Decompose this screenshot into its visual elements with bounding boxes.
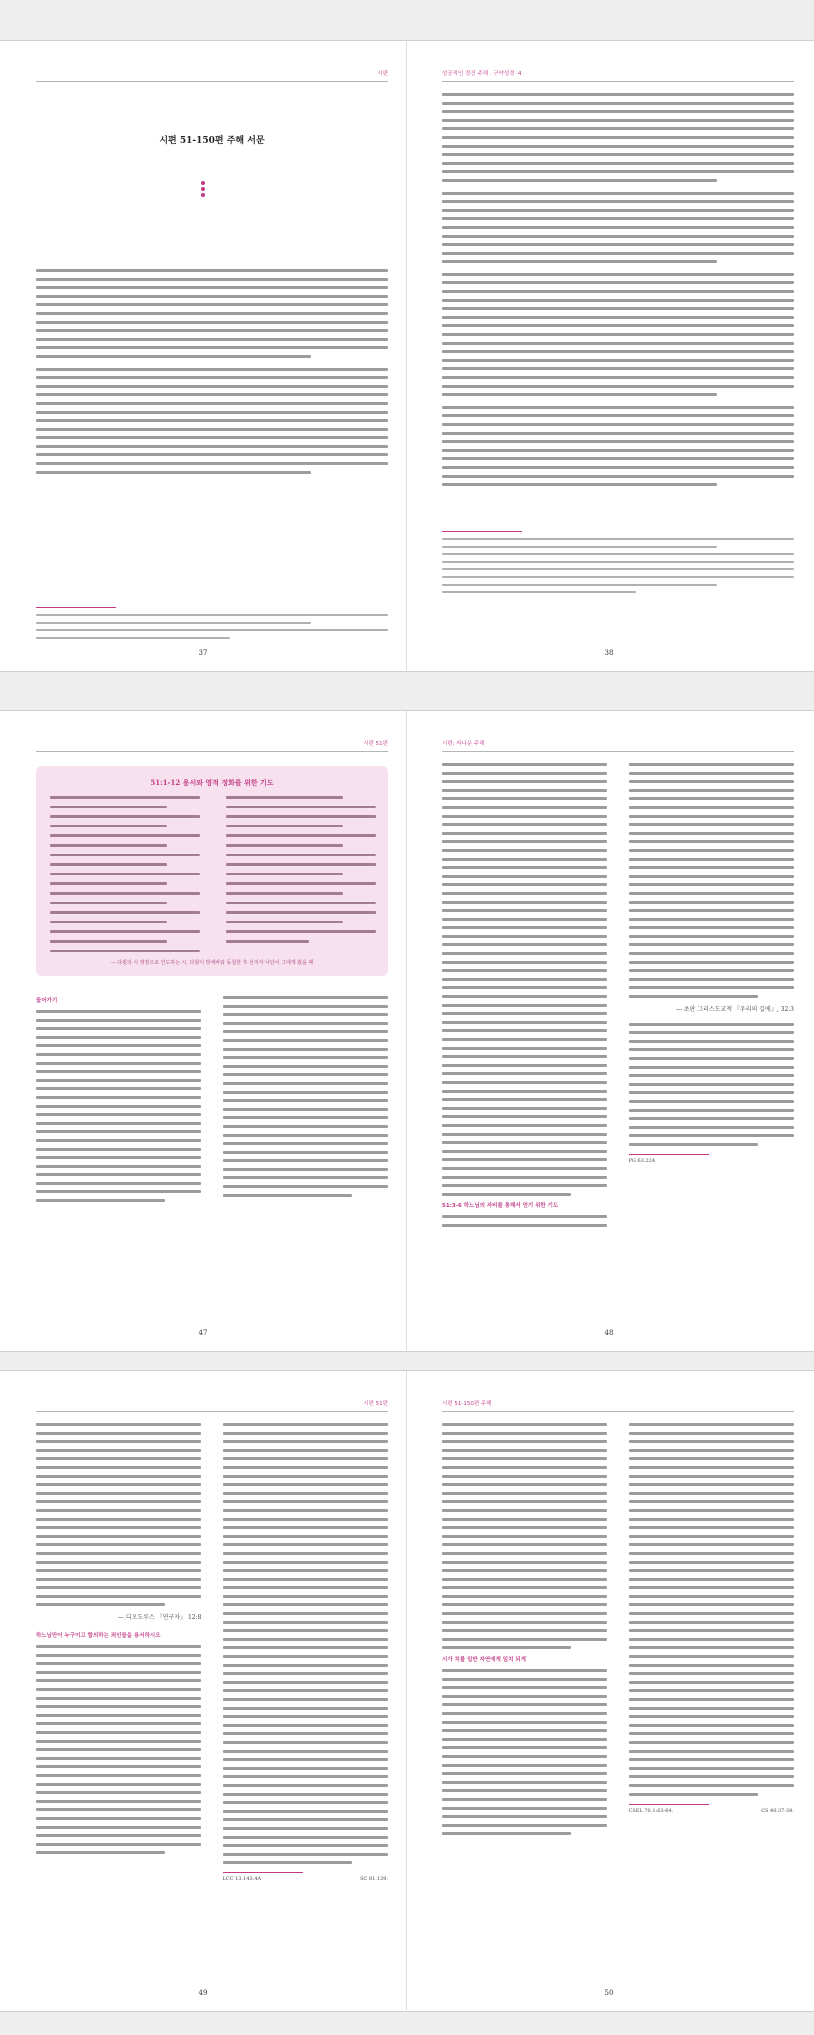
body-text-col1: [36, 1010, 201, 1202]
running-head-text: 시편 51-150편 주해: [442, 1401, 492, 1407]
footnote-a: CSEL 70.1:63-64.: [628, 1807, 674, 1814]
running-head: [442, 741, 794, 752]
running-head: [442, 1401, 794, 1412]
prayer-box-caption: — 다윗의 시 영장으로 인도하는 시, 다윗이 밧세바와 동침한 후 선지자 나단이 그에게 왔을 때: [110, 960, 314, 966]
running-head-text: 시편 51편: [363, 741, 388, 747]
quote-source: — 초판 그리스도교적 『우리의 길에』, 32.3: [675, 1005, 794, 1013]
quote-source: — 디오도루스 『연구자』 12:8: [117, 1614, 202, 1622]
page-number: 50: [604, 1989, 614, 1997]
spread-pages-47-48: [0, 710, 814, 1352]
gutter: [406, 41, 407, 671]
footnote-a: LCC 13.143.4A: [222, 1876, 261, 1883]
footnotes: [36, 607, 388, 644]
footnote-rule: [223, 1872, 303, 1873]
page-48: [414, 711, 804, 1351]
page-50: [414, 1371, 804, 2011]
section-heading: 51:3-6 하느님의 자비를 통해서 얻기 위한 기도: [442, 1203, 559, 1210]
body-text-col2: [629, 763, 794, 998]
page-number: 49: [198, 1989, 208, 1997]
page-number: 47: [198, 1329, 208, 1337]
chapter-title: 시편 51-150편 주해 서문: [159, 136, 265, 146]
body-text-col1: [36, 1423, 201, 1606]
page-38: [414, 41, 804, 671]
gutter: [406, 711, 407, 1351]
prayer-box: [36, 766, 388, 976]
page-47: [8, 711, 398, 1351]
page-number: 37: [198, 649, 208, 657]
page-number: 48: [604, 1329, 614, 1337]
spread-pages-49-50: [0, 1370, 814, 2012]
running-head-text: 시편: [377, 71, 388, 77]
body-text: [36, 269, 388, 479]
gutter: [406, 1371, 407, 2011]
footnote-rule: [629, 1804, 709, 1805]
prayer-box-title: 51:1-12 용서와 영적 정화를 위한 기도: [150, 778, 274, 787]
page-37: [8, 41, 398, 671]
body-text: [442, 93, 794, 492]
spread-pages-37-38: [0, 40, 814, 672]
page-49: [8, 1371, 398, 2011]
footnote: PG 63.224.: [628, 1157, 657, 1164]
section-heading: 들어가기: [36, 998, 58, 1004]
running-head: [36, 741, 388, 752]
footnotes: [442, 531, 794, 599]
prayer-column-left: [50, 796, 200, 959]
running-head-text: 시편 51편: [363, 1401, 388, 1407]
footnote-b: CS 40.37-38.: [761, 1807, 794, 1814]
footnote-rule: [442, 531, 522, 532]
prayer-column-right: [226, 796, 376, 950]
section-heading: 하느님만이 누구이고 합의하는 죄인들을 용서하시오: [36, 1633, 161, 1640]
body-text-col1: [442, 763, 607, 1196]
page-number: 38: [604, 649, 614, 657]
running-head-text: 성공적인 경건 주해 · 구약성경 ·4: [442, 71, 522, 77]
footnotes: [629, 1808, 794, 1814]
footnote-rule: [629, 1154, 709, 1155]
body-text-col2: [223, 996, 388, 1197]
body-text-col2: [223, 1423, 388, 1864]
footnotes: [223, 1876, 388, 1882]
section-heading: 시가 치를 일반 자연에게 일치 되게: [442, 1657, 526, 1664]
running-head: [36, 71, 388, 82]
body-text-col2: [629, 1423, 794, 1796]
ornament-dots: [201, 179, 205, 199]
body-text-col1: [442, 1423, 607, 1649]
running-head: [36, 1401, 388, 1412]
running-head-text: 시편: 싸나운 주해: [442, 741, 485, 747]
footnote-b: SC 81.139.: [360, 1876, 388, 1883]
running-head: [442, 71, 794, 82]
footnote-rule: [36, 607, 116, 608]
